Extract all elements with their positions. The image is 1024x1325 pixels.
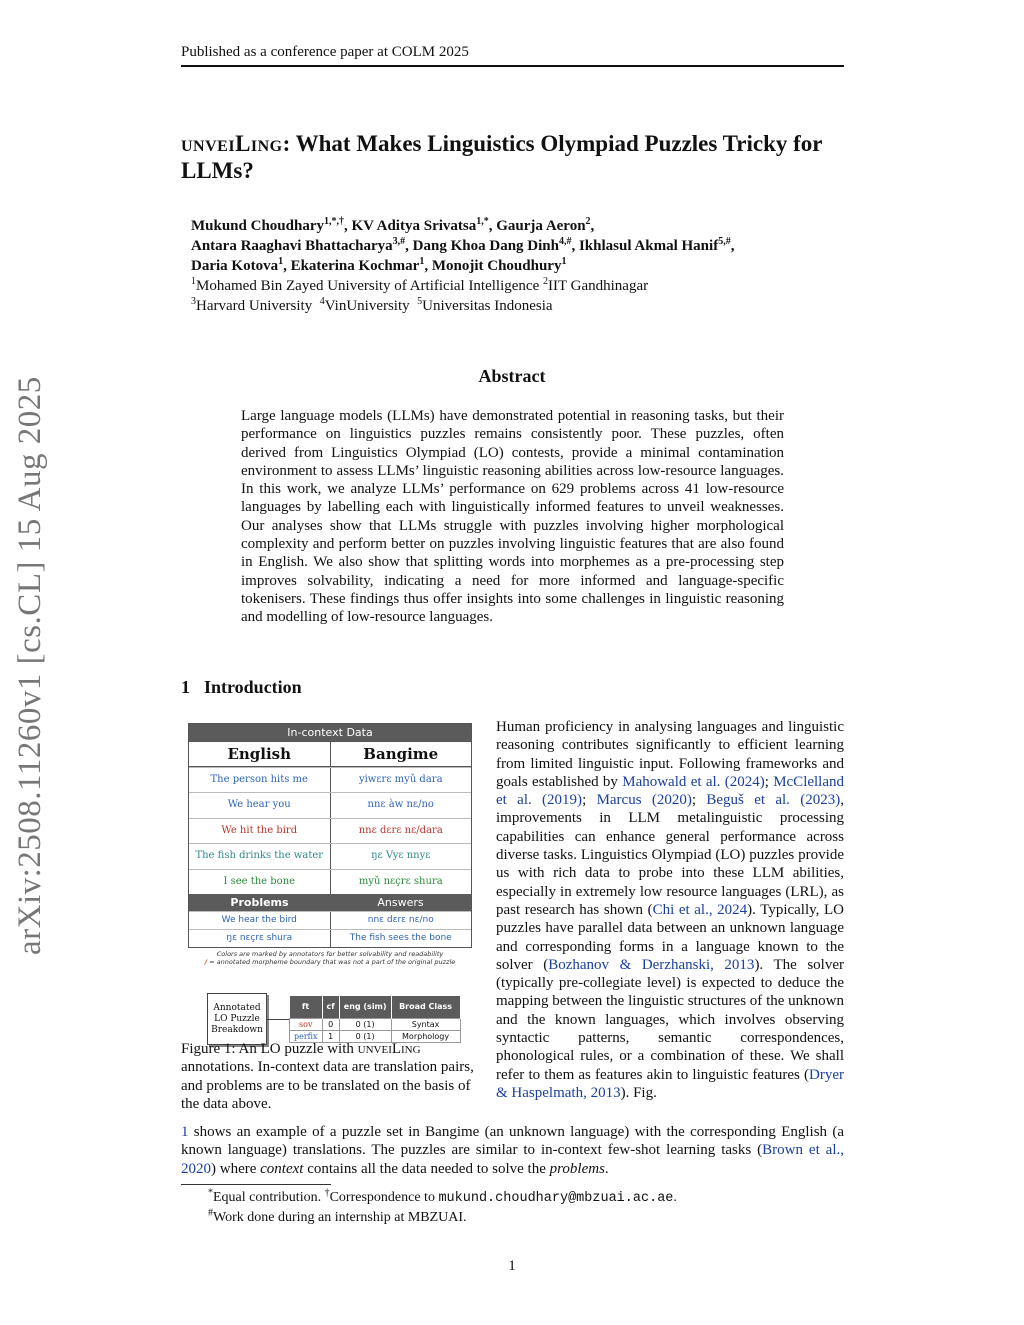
caption-name: unveiLing <box>357 1041 421 1057</box>
intro-text: Human proficiency in analysing languages and linguistic reasoning contributes significantly to efficient learning from limited linguistic input. Following frameworks and goals established by <box>496 719 844 790</box>
connector-line <box>267 1019 289 1020</box>
col-bangime: Bangime <box>363 745 439 763</box>
paper-title <box>181 130 861 184</box>
fn-text: Equal contribution. <box>213 1190 325 1205</box>
affiliation: Harvard University <box>196 298 313 314</box>
col-english: English <box>189 742 331 766</box>
author-name: KV Aditya Srivatsa <box>351 218 477 234</box>
author-sup: 3,# <box>392 236 406 247</box>
anno-ft: perfix <box>290 1030 323 1042</box>
answers-label: Answers <box>377 895 424 909</box>
problems-label: Problems <box>230 895 289 909</box>
table-row <box>189 767 471 792</box>
author-sup: 4,# <box>558 236 572 247</box>
intro-text: shows an example of a puzzle set in Bangime (an unknown language) with the corresponding English (a known language) translations. The puzzles are similar to in-context few-shot learning tasks ( <box>181 1124 844 1159</box>
annotation-header-row <box>290 996 461 1019</box>
title-rest: : What Makes Linguistics Olympiad Puzzles Tricky for LLMs? <box>181 131 823 183</box>
anno-header: Broad Class <box>391 996 460 1019</box>
anno-header: eng (sim) <box>339 996 391 1019</box>
author-line-1: Mukund Choudhary$^{1,*,\dagger}$, KV Aditya Srivatsa$^{1,*}$, Gaurja Aeron$^2$, <box>191 216 595 234</box>
author-block <box>191 216 851 316</box>
table-row <box>189 843 471 868</box>
footnote-1 <box>208 1189 677 1209</box>
author-name: Ikhlasul Akmal Hanif <box>578 238 719 254</box>
author-line-2: Antara Raaghavi Bhattacharya$^{3,\#}$, Dang Khoa Dang Dinh$^{4,\#}$, Ikhlasul Akmal Hanif$^{5,\#}$, <box>191 236 735 254</box>
annotation-breakdown <box>207 993 461 1045</box>
anno-ft: sov <box>290 1018 323 1030</box>
author-name: Daria Kotova <box>191 258 279 274</box>
figure-note-2-text: = annotated morpheme boundary that was not a part of the original puzzle <box>207 957 456 966</box>
author-name: Gaurja Aeron <box>496 218 586 234</box>
footnote-rule <box>181 1184 331 1185</box>
section-number: 1 <box>181 677 190 697</box>
problem-row <box>189 929 471 947</box>
citation-link[interactable]: McClelland et al. (2019) <box>496 773 845 809</box>
problem-cell: We hear the bird <box>189 912 331 929</box>
page-number: 1 <box>508 1258 516 1274</box>
affil-sup: 4 <box>319 296 325 307</box>
annotation-table <box>289 996 461 1043</box>
author-name: Monojit Choudhury <box>431 258 562 274</box>
table-row <box>189 818 471 843</box>
author-sup: 1,* <box>476 216 489 227</box>
citation-link[interactable]: Marcus (2020) <box>596 792 692 809</box>
citation-link[interactable]: Brown et al., 2020 <box>181 1142 845 1177</box>
intro-text: ) where <box>211 1160 261 1177</box>
affiliation: Universitas Indonesia <box>422 298 553 314</box>
affiliation-line-2 <box>191 296 851 316</box>
english-cell: I see the bone <box>189 870 331 894</box>
annotation-row <box>290 1018 461 1030</box>
fn-sup: † <box>324 1187 330 1199</box>
fn-text: . <box>673 1190 677 1205</box>
anno-class: Morphology <box>391 1030 460 1042</box>
abstract-heading: Abstract <box>478 366 546 386</box>
bangime-cell: nnɛ àw nɛ/no <box>367 799 434 811</box>
affil-sup: 1 <box>191 276 196 287</box>
author-name: Ekaterina Kochmar <box>290 258 420 274</box>
author-name: Dang Khoa Dang Dinh <box>412 238 559 254</box>
affil-sup: 2 <box>543 276 548 287</box>
intro-text: , improvements in LLM metalinguistic processing capabilities can enhance general performance across diverse tasks. Linguistics Olympiad (LO) puzzles provide us with rich data to probe into these LLM abilities, especially in extremely low resource languages (LRL), as past research has shown ( <box>496 792 845 918</box>
email-link[interactable]: mukund.choudhary@mbzuai.ac.ae <box>438 1191 674 1206</box>
english-cell: We hit the bird <box>189 819 331 843</box>
affiliation: Mohamed Bin Zayed University of Artificial Intelligence <box>196 278 540 294</box>
intro-text: ; <box>764 773 774 790</box>
fn-text: Correspondence to <box>329 1190 439 1205</box>
intro-text: ). Typically, LO puzzles have parallel data between an unknown language and corresponding forms in a language known to the solver ( <box>496 901 844 973</box>
author-name: Antara Raaghavi Bhattacharya <box>191 238 393 254</box>
running-header: Published as a conference paper at COLM 2025 <box>181 44 469 60</box>
author-name: Mukund Choudhary <box>191 218 324 234</box>
english-cell: We hear you <box>189 793 331 817</box>
emphasis: context <box>260 1160 304 1177</box>
citation-link[interactable]: Dryer & Haspelmath, 2013 <box>496 1066 844 1101</box>
title-name: unveiLing <box>181 131 283 156</box>
annotation-label-box: Annotated LO Puzzle Breakdown <box>207 993 267 1045</box>
anno-cf: 0 <box>322 1018 339 1030</box>
bangime-cell: yiwɛrɛ myǔ dara <box>358 774 443 785</box>
footnotes <box>208 1189 677 1227</box>
figure-caption <box>181 1040 479 1113</box>
author-sup: 1 <box>419 256 425 267</box>
author-sup: 1 <box>278 256 284 267</box>
english-cell: The fish drinks the water <box>189 844 331 868</box>
author-sup: 1 <box>561 256 567 267</box>
bangime-cell: nnɛ dɛrɛ nɛ/dara <box>358 824 443 836</box>
fn-sup: # <box>208 1206 213 1218</box>
intro-text: ). The solver (typically pre-collegiate level) is expected to deduce the mapping between the linguistic structures of the unknown and the known languages, which involves observing syntactic patterns, semantic correspondences, phonological rules, or a combination of these. We shall refer to them as features akin to linguistic features ( <box>496 956 845 1083</box>
citation-link[interactable]: Bozhanov & Derzhanski, 2013 <box>548 956 755 973</box>
author-sup: 2 <box>585 216 591 227</box>
incontext-bar: In-context Data <box>189 724 471 741</box>
figure-note <box>188 950 472 966</box>
table-row <box>189 792 471 817</box>
citation-link[interactable]: Beguš et al. (2023) <box>706 792 841 809</box>
intro-text: ; <box>691 792 707 809</box>
anno-header: cf <box>322 996 339 1019</box>
fn-sup: * <box>208 1187 213 1199</box>
intro-text: ). Fig. <box>620 1084 657 1101</box>
anno-eng: 0 (1) <box>339 1030 391 1042</box>
table-header-row <box>189 741 471 767</box>
bangime-cell: myǔ nɛçrɛ shura <box>358 875 443 887</box>
affiliation: VinUniversity <box>324 298 410 314</box>
problem-row <box>189 911 471 929</box>
arxiv-watermark: arXiv:2508.11260v1 [cs.CL] 15 Aug 2025 <box>12 376 48 955</box>
affiliation: IIT Gandhinagar <box>548 278 649 294</box>
citation-link[interactable]: Mahowald et al. (2024) <box>622 773 765 790</box>
figure-note-1: Colors are marked by annotators for better solvability and readability <box>216 949 444 958</box>
puzzle-table <box>188 723 472 948</box>
caption-rest: annotations. In-context data are translation pairs, and problems are to be translated on the basis of the data above. <box>181 1059 474 1112</box>
section-heading <box>181 677 302 698</box>
author-line-3: Daria Kotova$^1$, Ekaterina Kochmar$^1$, Monojit Choudhury$^1$ <box>191 256 567 274</box>
boundary-symbol: / <box>204 957 208 966</box>
author-sup: 5,# <box>718 236 731 247</box>
intro-paragraph <box>496 718 844 1102</box>
citation-link[interactable]: Chi et al., 2024 <box>652 901 748 918</box>
intro-text: ; <box>582 792 597 809</box>
header-rule <box>181 65 844 67</box>
affil-sup: 5 <box>417 296 423 307</box>
affil-sup: 3 <box>191 296 196 307</box>
table-row <box>189 869 471 894</box>
author-sup: 1,*,† <box>323 216 344 227</box>
english-cell: The person hits me <box>189 768 331 792</box>
answer-cell: The fish sees the bone <box>349 932 452 943</box>
figure-ref-link[interactable]: 1 <box>181 1124 189 1140</box>
anno-eng: 0 (1) <box>339 1018 391 1030</box>
problems-bar <box>189 894 471 911</box>
figure-1 <box>188 723 472 1041</box>
caption-prefix: Figure 1: An LO puzzle with <box>181 1041 358 1057</box>
abstract-text: Large language models (LLMs) have demonstrated potential in reasoning tasks, but their performance on linguistics puzzles remains consistently poor. These puzzles, often derived from Linguistics Olympiad (LO) contests, provide a minimal contamination environment to assess LLMs’ linguistic reasoning abilities across low-resource languages. In this work, we analyze LLMs’ performance on 629 problems across 41 low-resource languages by labelling each with linguistically informed features to unveil weaknesses. Our analyses show that LLMs struggle with puzzles involving higher morphological complexity and perform better on puzzles involving linguistic features that are also found in English. We also show that splitting words into morphemes as a pre-processing step improves solvability, indicating a need for more informed and language-specific tokenisers. These findings thus offer insights into some challenges in linguistic reasoning and modelling of low-resource languages. <box>241 408 784 626</box>
anno-cf: 1 <box>322 1030 339 1042</box>
section-title: Introduction <box>204 677 302 697</box>
bangime-cell: ŋɛ Vyɛ nnyɛ <box>371 850 431 862</box>
emphasis: problems <box>549 1160 605 1177</box>
affiliation-line-1 <box>191 276 851 296</box>
intro-text: contains all the data needed to solve the <box>303 1160 550 1177</box>
footnote-2 <box>208 1206 677 1228</box>
anno-class: Syntax <box>391 1018 460 1030</box>
fn-text: Work done during an internship at MBZUAI. <box>213 1209 467 1225</box>
figure-note-2 <box>188 958 472 966</box>
anno-header: ft <box>290 996 323 1019</box>
intro-continuation <box>181 1123 844 1178</box>
intro-text: . <box>604 1160 609 1177</box>
problem-cell: ŋɛ nɛçrɛ shura <box>189 930 331 947</box>
answer-cell: nnɛ dɛrɛ nɛ/no <box>367 914 434 925</box>
